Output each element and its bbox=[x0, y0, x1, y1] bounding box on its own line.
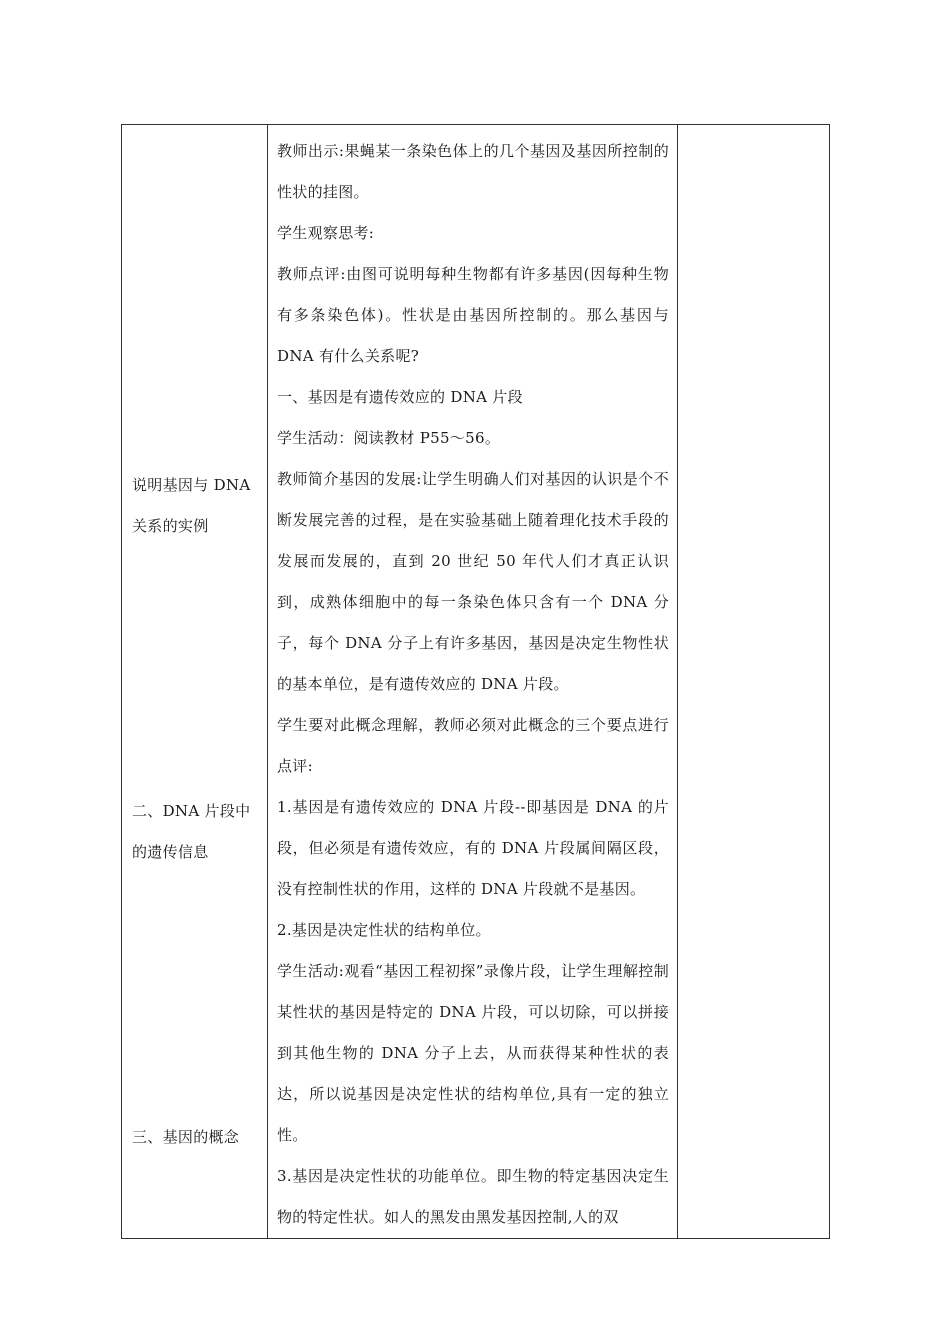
paragraph-video-activity: 学生活动:观看“基因工程初探”录像片段，让学生理解控制某性状的基因是特定的 DNA 片段，可以切除，可以拼接到其他生物的 DNA 分子上去，从而获得某种性状的表达，所以说基因是决定性状的结构单位,具有一定的独立性。 bbox=[277, 962, 669, 1144]
notes-cell bbox=[678, 125, 830, 1239]
paragraph-teacher-comment: 教师点评:由图可说明每种生物都有许多基因(因每种生物有多条染色体)。性状是由基因所控制的。那么基因与 DNA 有什么关系呢? bbox=[277, 265, 669, 365]
section-label-dna-relation: 说明基因与 DNA 关系的实例 bbox=[132, 476, 251, 535]
paragraph-teacher-shows: 教师出示:果蝇某一条染色体上的几个基因及基因所控制的性状的挂图。 bbox=[277, 142, 669, 201]
paragraph-point-two: 2.基因是决定性状的结构单位。 bbox=[277, 921, 491, 939]
paragraph-concept-points: 学生要对此概念理解，教师必须对此概念的三个要点进行点评: bbox=[277, 716, 669, 775]
teaching-content bbox=[268, 125, 677, 1238]
paragraph-heading-one: 一、基因是有遗传效应的 DNA 片段 bbox=[277, 388, 523, 406]
table-row bbox=[122, 125, 830, 1239]
paragraph-student-reading: 学生活动：阅读教材 P55～56。 bbox=[277, 429, 501, 447]
paragraph-point-three: 3.基因是决定性状的功能单位。即生物的特定基因决定生物的特定性状。如人的黑发由黑发基因控制,人的双 bbox=[277, 1167, 669, 1226]
paragraph-student-observe: 学生观察思考: bbox=[277, 224, 375, 242]
section-label-genetic-info: 二、DNA 片段中的遗传信息 bbox=[132, 802, 251, 861]
paragraph-gene-history: 教师简介基因的发展:让学生明确人们对基因的认识是个不断发展完善的过程，是在实验基础上随着理化技术手段的发展而发展的，直到 20 世纪 50 年代人们才真正认识到，成熟体细胞中的每一条染色体只含有一个 DNA 分子，每个 DNA 分子上有许多基因，基因是决定生物性状的基本单位，是有遗传效应的 DNA 片段。 bbox=[277, 470, 669, 693]
section-label-column bbox=[122, 125, 267, 1221]
section-label-gene-concept: 三、基因的概念 bbox=[132, 1128, 240, 1146]
paragraph-point-one: 1.基因是有遗传效应的 DNA 片段--即基因是 DNA 的片段，但必须是有遗传效应，有的 DNA 片段属间隔区段，没有控制性状的作用，这样的 DNA 片段就不是基因。 bbox=[277, 798, 669, 898]
section-label-cell bbox=[122, 125, 268, 1239]
lesson-plan-table bbox=[121, 124, 830, 1239]
teaching-content-cell bbox=[268, 125, 678, 1239]
